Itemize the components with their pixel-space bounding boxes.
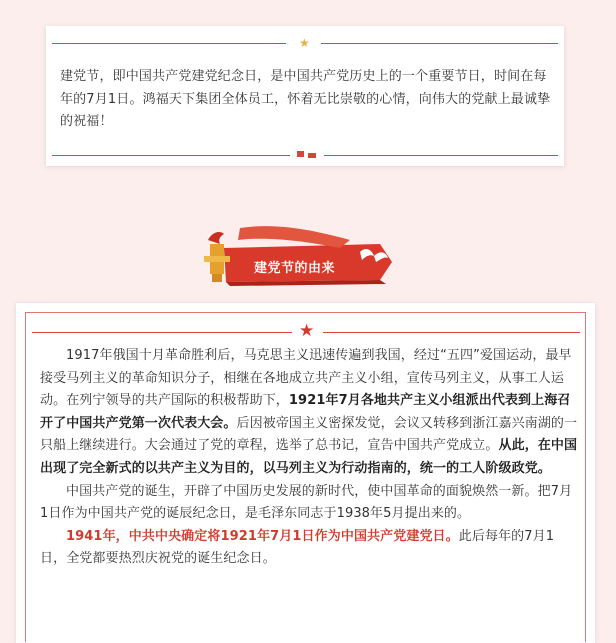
star-icon: ★	[299, 321, 315, 341]
banner-ribbon-icon	[190, 222, 420, 288]
history-p3-text: 此后每年的7月1日，全党都要热烈庆祝党的诞生纪念日。	[40, 528, 555, 567]
history-p1-text: 1917年俄国十月革命胜利后，马克思主义迅速传遍到我国，经过“五四”爱国运动，最早接受马列主义的革命知识分子，相继在各地成立共产主义小组，宣传马列主义，从事工人运动。在列宁领导的共产国际的积极帮助下，	[40, 348, 572, 409]
history-divider-left	[32, 332, 292, 333]
flag-icon	[308, 153, 316, 158]
history-p3-highlight: 1941年，中共中央确定将1921年7月1日作为中国共产党建党日。	[66, 528, 459, 544]
top-divider-right	[321, 43, 558, 44]
history-paragraph-1	[40, 345, 578, 481]
history-p1-conclusion: 从此，在中国出现了完全新式的以共产主义为目的，以马列主义为行动指南的，统一的工人阶级政党。	[40, 438, 578, 476]
history-text	[40, 345, 578, 571]
banner-title: 建党节的由来	[254, 261, 336, 276]
history-p1-highlight: 1921年7月各地共产主义小组派出代表到上海召开了中国共产党第一次代表大会。	[40, 393, 571, 431]
history-paragraph-2: 中国共产党的诞生，开辟了中国历史发展的新时代，使中国革命的面貌焕然一新。把7月1日作为中国共产党的诞辰纪念日，是毛泽东同志于1938年5月提出来的。	[40, 483, 573, 522]
history-card	[16, 303, 595, 643]
top-divider-left	[52, 43, 286, 44]
flag-icon	[297, 151, 304, 157]
history-paragraph-3	[40, 526, 578, 571]
intro-card	[46, 26, 564, 166]
history-divider-right	[323, 332, 580, 333]
section-banner	[190, 222, 420, 288]
intro-text: 建党节，即中国共产党建党纪念日，是中国共产党历史上的一个重要节日，时间在每年的7月1日。鸿福天下集团全体员工，怀着无比崇敬的心情，向伟大的党献上最诚挚的祝福！	[60, 69, 551, 129]
bottom-divider-left	[52, 155, 290, 156]
history-p1-text-2: 后因被帝国主义密探发觉，会议又转移到浙江嘉兴南湖的一只船上继续进行。大会通过了党的章程，选举了总书记，宣告中国共产党成立。	[40, 415, 578, 454]
star-icon: ★	[299, 36, 310, 50]
bottom-divider-right	[324, 155, 558, 156]
